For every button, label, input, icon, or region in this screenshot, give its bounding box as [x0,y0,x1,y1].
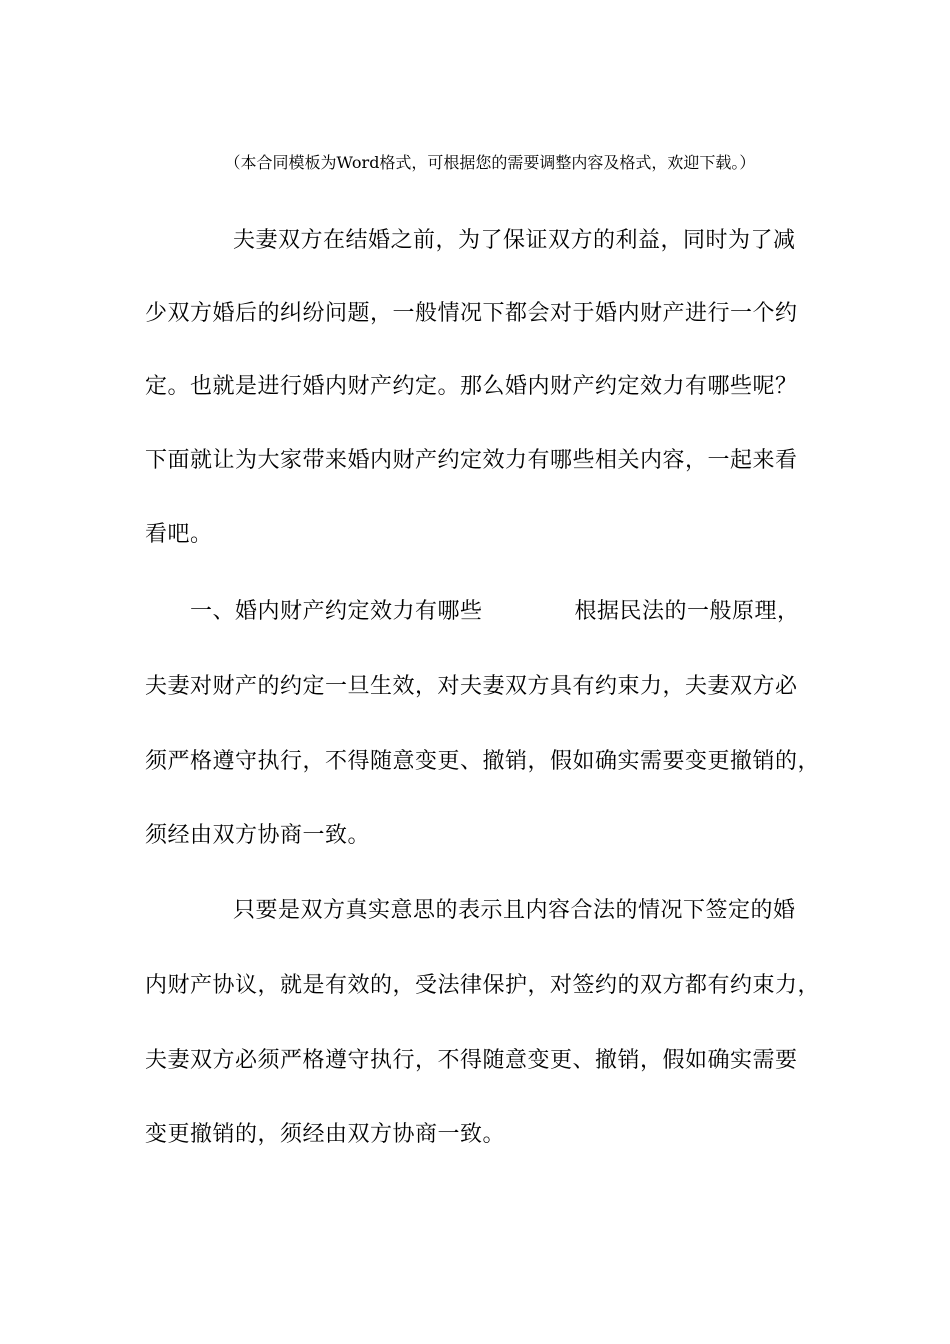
paragraph-3-line-1: 只要是双方真实意思的表示且内容合法的情况下签定的婚 [233,898,796,923]
paragraph-3-line-4: 变更撤销的，须经由双方协商一致。 [145,1122,506,1147]
paragraph-3-line-3: 夫妻双方必须严格遵守执行，不得随意变更、撤销，假如确实需要 [145,1048,798,1073]
template-note: （本合同模板为Word格式，可根据您的需要调整内容及格式，欢迎下载。） [224,153,756,172]
paragraph-1-line-3: 定。也就是进行婚内财产约定。那么婚内财产约定效力有哪些呢？ [145,374,798,399]
section-heading: 一、婚内财产约定效力有哪些 [190,599,483,624]
paragraph-2-heading-line [190,597,850,627]
paragraph-1-line-2: 少双方婚后的纠纷问题，一般情况下都会对于婚内财产进行一个约 [145,301,798,326]
paragraph-2-line-3: 须经由双方协商一致。 [145,823,371,848]
paragraph-2-line-1: 夫妻对财产的约定一旦生效，对夫妻双方具有约束力，夫妻双方必 [145,674,798,699]
paragraph-1-line-4: 下面就让为大家带来婚内财产约定效力有哪些相关内容，一起来看 [145,448,798,473]
paragraph-2-line-2: 须严格遵守执行，不得随意变更、撤销，假如确实需要变更撤销的， [145,749,821,774]
paragraph-1-line-5: 看吧。 [145,522,213,547]
paragraph-1-line-1: 夫妻双方在结婚之前，为了保证双方的利益，同时为了减 [233,228,796,253]
paragraph-3-line-2: 内财产协议，就是有效的，受法律保护，对签约的双方都有约束力， [145,973,821,998]
section-heading-continuation: 根据民法的一般原理， [574,599,800,624]
